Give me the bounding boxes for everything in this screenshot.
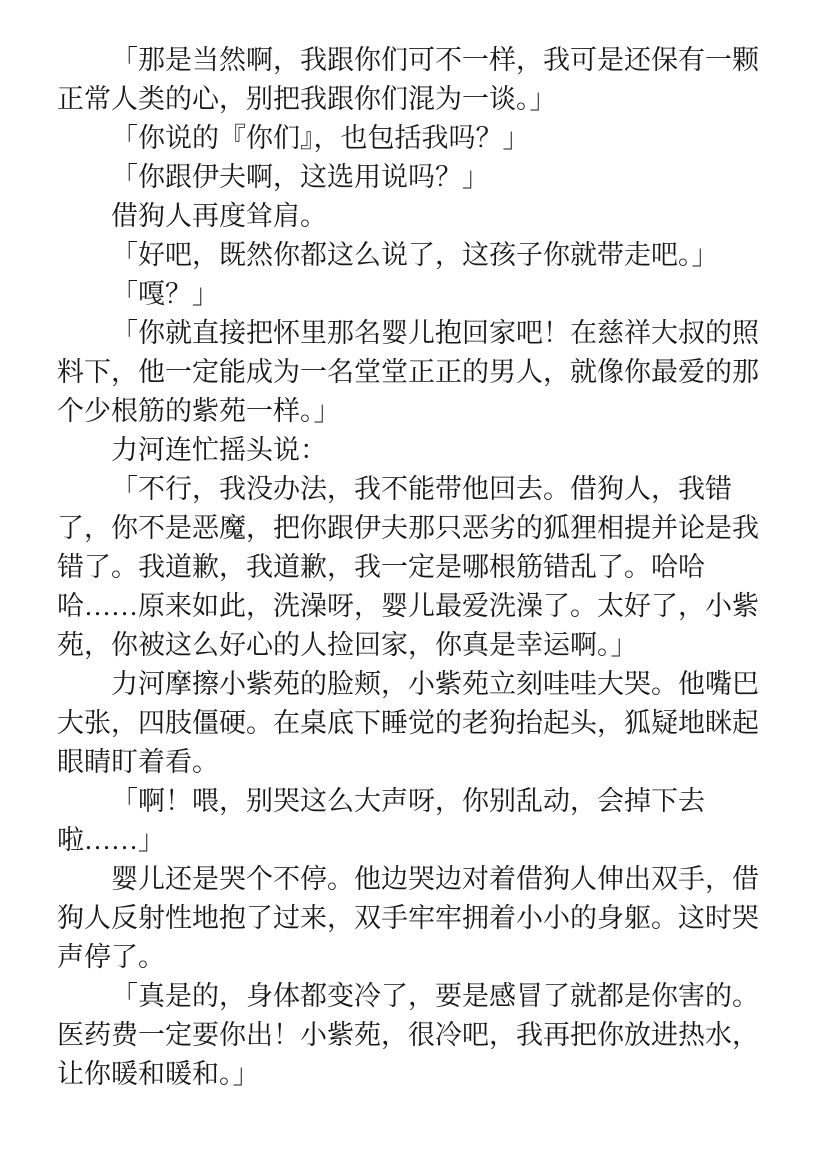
- text-line: 声停了。: [57, 942, 165, 972]
- text-line: 「你说的『你们』，也包括我吗？」: [111, 123, 530, 153]
- text-line: 啦……」: [57, 825, 165, 855]
- text-line: 苑，你被这么好心的人捡回家，你真是幸运啊。」: [57, 630, 638, 660]
- text-line: 力河连忙摇头说：: [111, 435, 327, 465]
- text-line: 医药费一定要你出！小紫苑，很冷吧，我再把你放进热水，: [57, 1020, 759, 1050]
- text-line: 「那是当然啊，我跟你们可不一样，我可是还保有一颗: [111, 45, 759, 75]
- text-line: 狗人反射性地抱了过来，双手牢牢拥着小小的身躯。这时哭: [57, 903, 759, 933]
- text-line: 料下，他一定能成为一名堂堂正正的男人，就像你最爱的那: [57, 357, 759, 387]
- text-line: 「真是的，身体都变冷了，要是感冒了就都是你害的。: [111, 981, 759, 1011]
- text-line: 「你跟伊夫啊，这选用说吗？」: [111, 162, 489, 192]
- text-line: 了，你不是恶魔，把你跟伊夫那只恶劣的狐狸相提并论是我: [57, 513, 759, 543]
- text-line: 借狗人再度耸肩。: [111, 201, 327, 231]
- text-block: [57, 41, 772, 1094]
- text-line: 「不行，我没办法，我不能带他回去。借狗人，我错: [111, 474, 732, 504]
- text-line: 眼睛盯着看。: [57, 747, 219, 777]
- text-line: 「嘎？」: [111, 279, 219, 309]
- text-line: 个少根筋的紫苑一样。」: [57, 396, 341, 426]
- text-line: 力河摩擦小紫苑的脸颊，小紫苑立刻哇哇大哭。他嘴巴: [111, 669, 759, 699]
- text-line: 正常人类的心，别把我跟你们混为一谈。」: [57, 84, 557, 114]
- text-line: 让你暖和暖和。」: [57, 1059, 260, 1089]
- text-line: 大张，四肢僵硬。在桌底下睡觉的老狗抬起头，狐疑地眯起: [57, 708, 759, 738]
- text-line: 「好吧，既然你都这么说了，这孩子你就带走吧。」: [111, 240, 719, 270]
- text-line: 婴儿还是哭个不停。他边哭边对着借狗人伸出双手，借: [111, 864, 759, 894]
- text-line: 「你就直接把怀里那名婴儿抱回家吧！在慈祥大叔的照: [111, 318, 759, 348]
- text-line: 错了。我道歉，我道歉，我一定是哪根筋错乱了。哈哈: [57, 552, 705, 582]
- text-line: 「啊！喂，别哭这么大声呀，你别乱动，会掉下去: [111, 786, 705, 816]
- text-line: 哈……原来如此，洗澡呀，婴儿最爱洗澡了。太好了，小紫: [57, 591, 759, 621]
